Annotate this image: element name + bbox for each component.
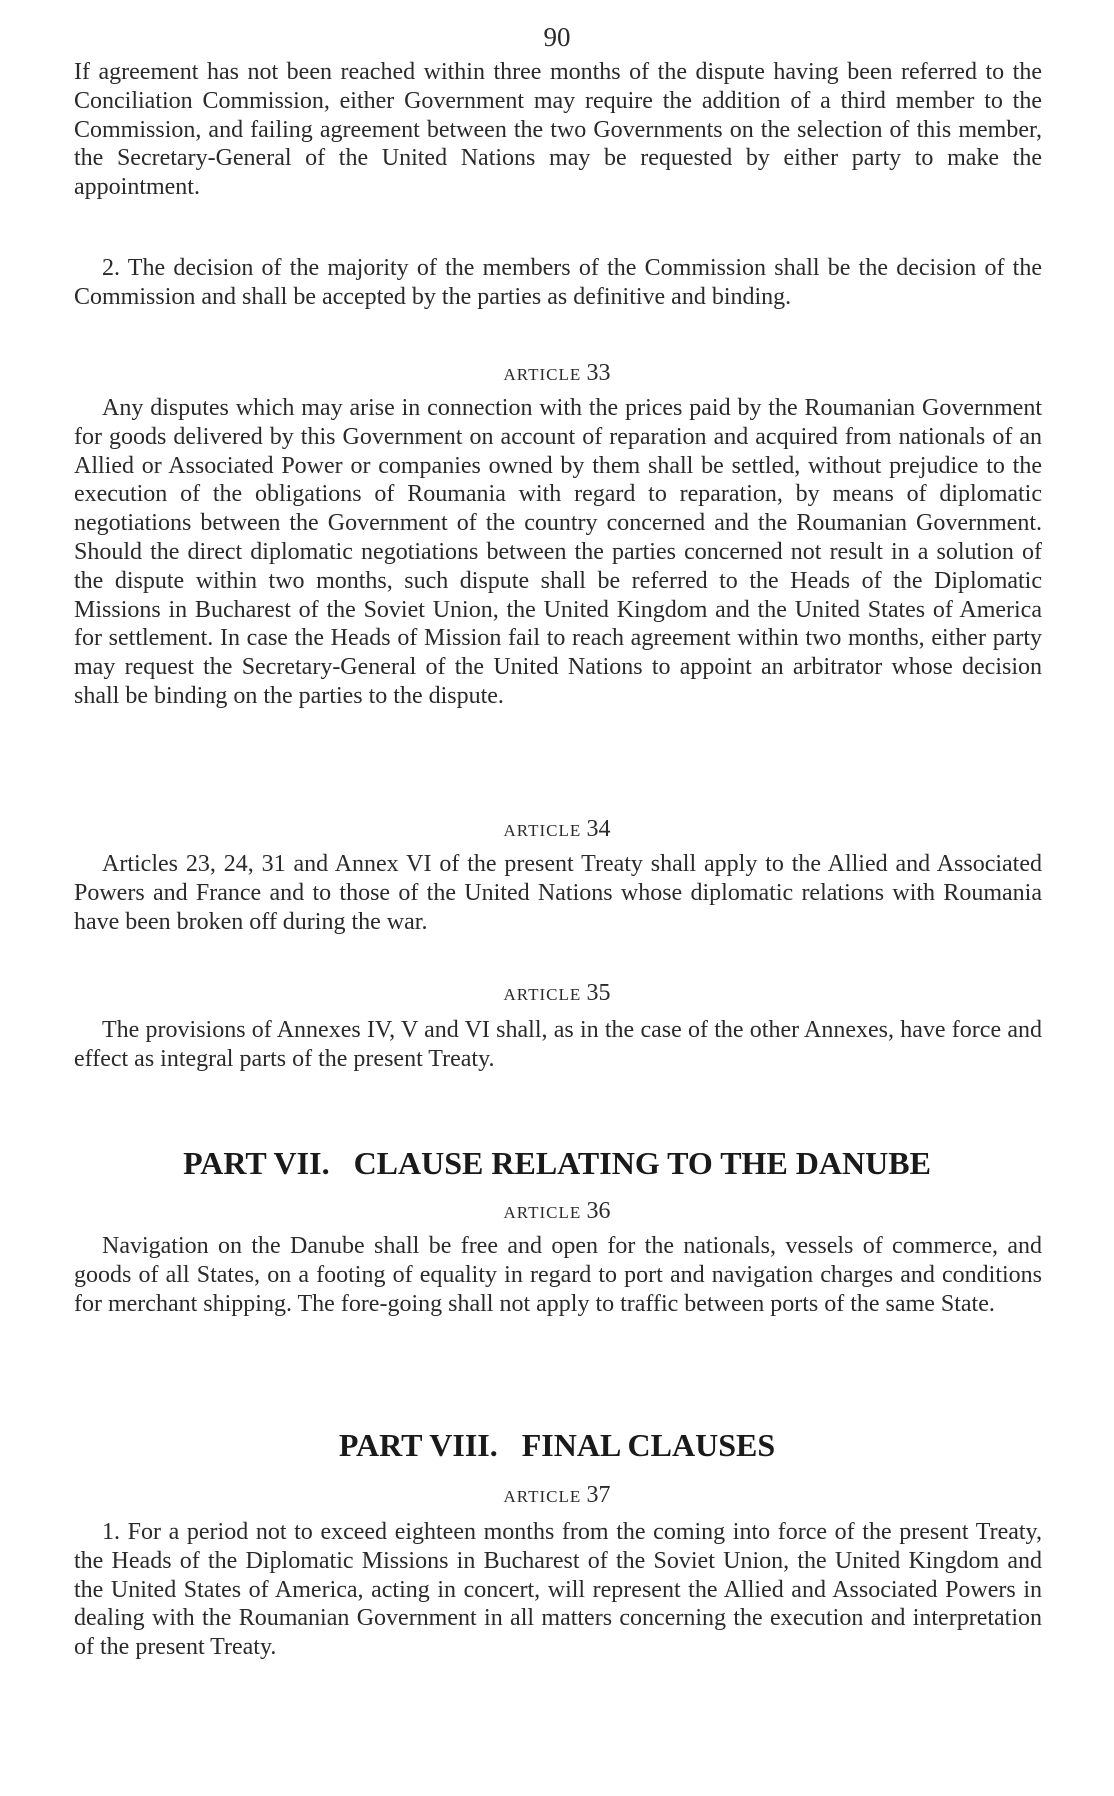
- article-34-heading: [0, 818, 1114, 842]
- paragraph-2: 2. The decision of the majority of the members of the Commission shall be the decision of the Commission and shall be accepted by the parties as definitive and binding.: [74, 255, 1042, 310]
- article-33-text: Any disputes which may arise in connection with the prices paid by the Roumanian Government for goods delivered by this Government on account of reparation and acquired from nationals of an Allied or Associated Power or companies owned by them shall be settled, without prejudice to the execution of the obligations of Roumania with regard to reparation, by means of diplomatic negotiations between the Government of the country concerned and the Roumanian Government. Should the direct diplomatic negotiations between the parties concerned not result in a solution of the dispute within two months, such dispute shall be referred to the Heads of the Diplomatic Missions in Bucharest of the Soviet Union, the United Kingdom and the United States of America for settlement. In case the Heads of Mission fail to reach agreement within two months, either party may request the Secretary-General of the United Nations to appoint an arbitrator whose decision shall be binding on the parties to the dispute.: [74, 395, 1042, 709]
- article-label: ARTICLE: [503, 1487, 582, 1506]
- article-37-heading: [0, 1484, 1114, 1508]
- article-number: 33: [586, 360, 611, 386]
- article-label: ARTICLE: [503, 365, 582, 384]
- article-37-text: 1. For a period not to exceed eighteen months from the coming into force of the present Treaty, the Heads of the Diplomatic Missions in Bucharest of the Soviet Union, the United Kingdom and the United States of America, acting in concert, will represent the Allied and Associated Powers in dealing with the Roumanian Government in all matters concerning the execution and interpretation of the present Treaty.: [74, 1519, 1042, 1661]
- article-35-heading: [0, 982, 1114, 1006]
- article-number: 35: [586, 980, 611, 1006]
- article-33-heading: [0, 362, 1114, 386]
- article-label: ARTICLE: [503, 1203, 582, 1222]
- article-36-text: Navigation on the Danube shall be free and open for the nationals, vessels of commerce, and goods of all States, on a footing of equality in regard to port and navigation charges and conditions for merchant shipping. The fore-going shall not apply to traffic between ports of the same State.: [74, 1233, 1042, 1317]
- article-36-heading: [0, 1200, 1114, 1224]
- page-number: 90: [543, 22, 571, 52]
- part-heading: FINAL CLAUSES: [521, 1427, 776, 1463]
- part-8-title: [0, 1426, 1114, 1464]
- article-number: 34: [586, 816, 611, 842]
- part-7-title: [0, 1144, 1114, 1182]
- intro-paragraph: If agreement has not been reached within three months of the dispute having been referred to the Conciliation Commission, either Government may require the addition of a third member to the Commission, and failing agreement between the two Governments on the selection of this member, the Secretary-General of the United Nations may be requested by either party to make the appointment.: [74, 59, 1042, 201]
- article-label: ARTICLE: [503, 821, 582, 840]
- article-35-text: The provisions of Annexes IV, V and VI shall, as in the case of the other Annexes, have force and effect as integral parts of the present Treaty.: [74, 1017, 1042, 1072]
- article-34-text: Articles 23, 24, 31 and Annex VI of the present Treaty shall apply to the Allied and Associated Powers and France and to those of the United Nations whose diplomatic relations with Roumania have been broken off during the war.: [74, 851, 1042, 935]
- article-label: ARTICLE: [503, 985, 582, 1004]
- part-label: PART VII.: [183, 1145, 330, 1181]
- article-number: 36: [586, 1198, 611, 1224]
- article-number: 37: [586, 1482, 611, 1508]
- part-label: PART VIII.: [338, 1427, 498, 1463]
- part-heading: CLAUSE RELATING TO THE DANUBE: [353, 1145, 931, 1181]
